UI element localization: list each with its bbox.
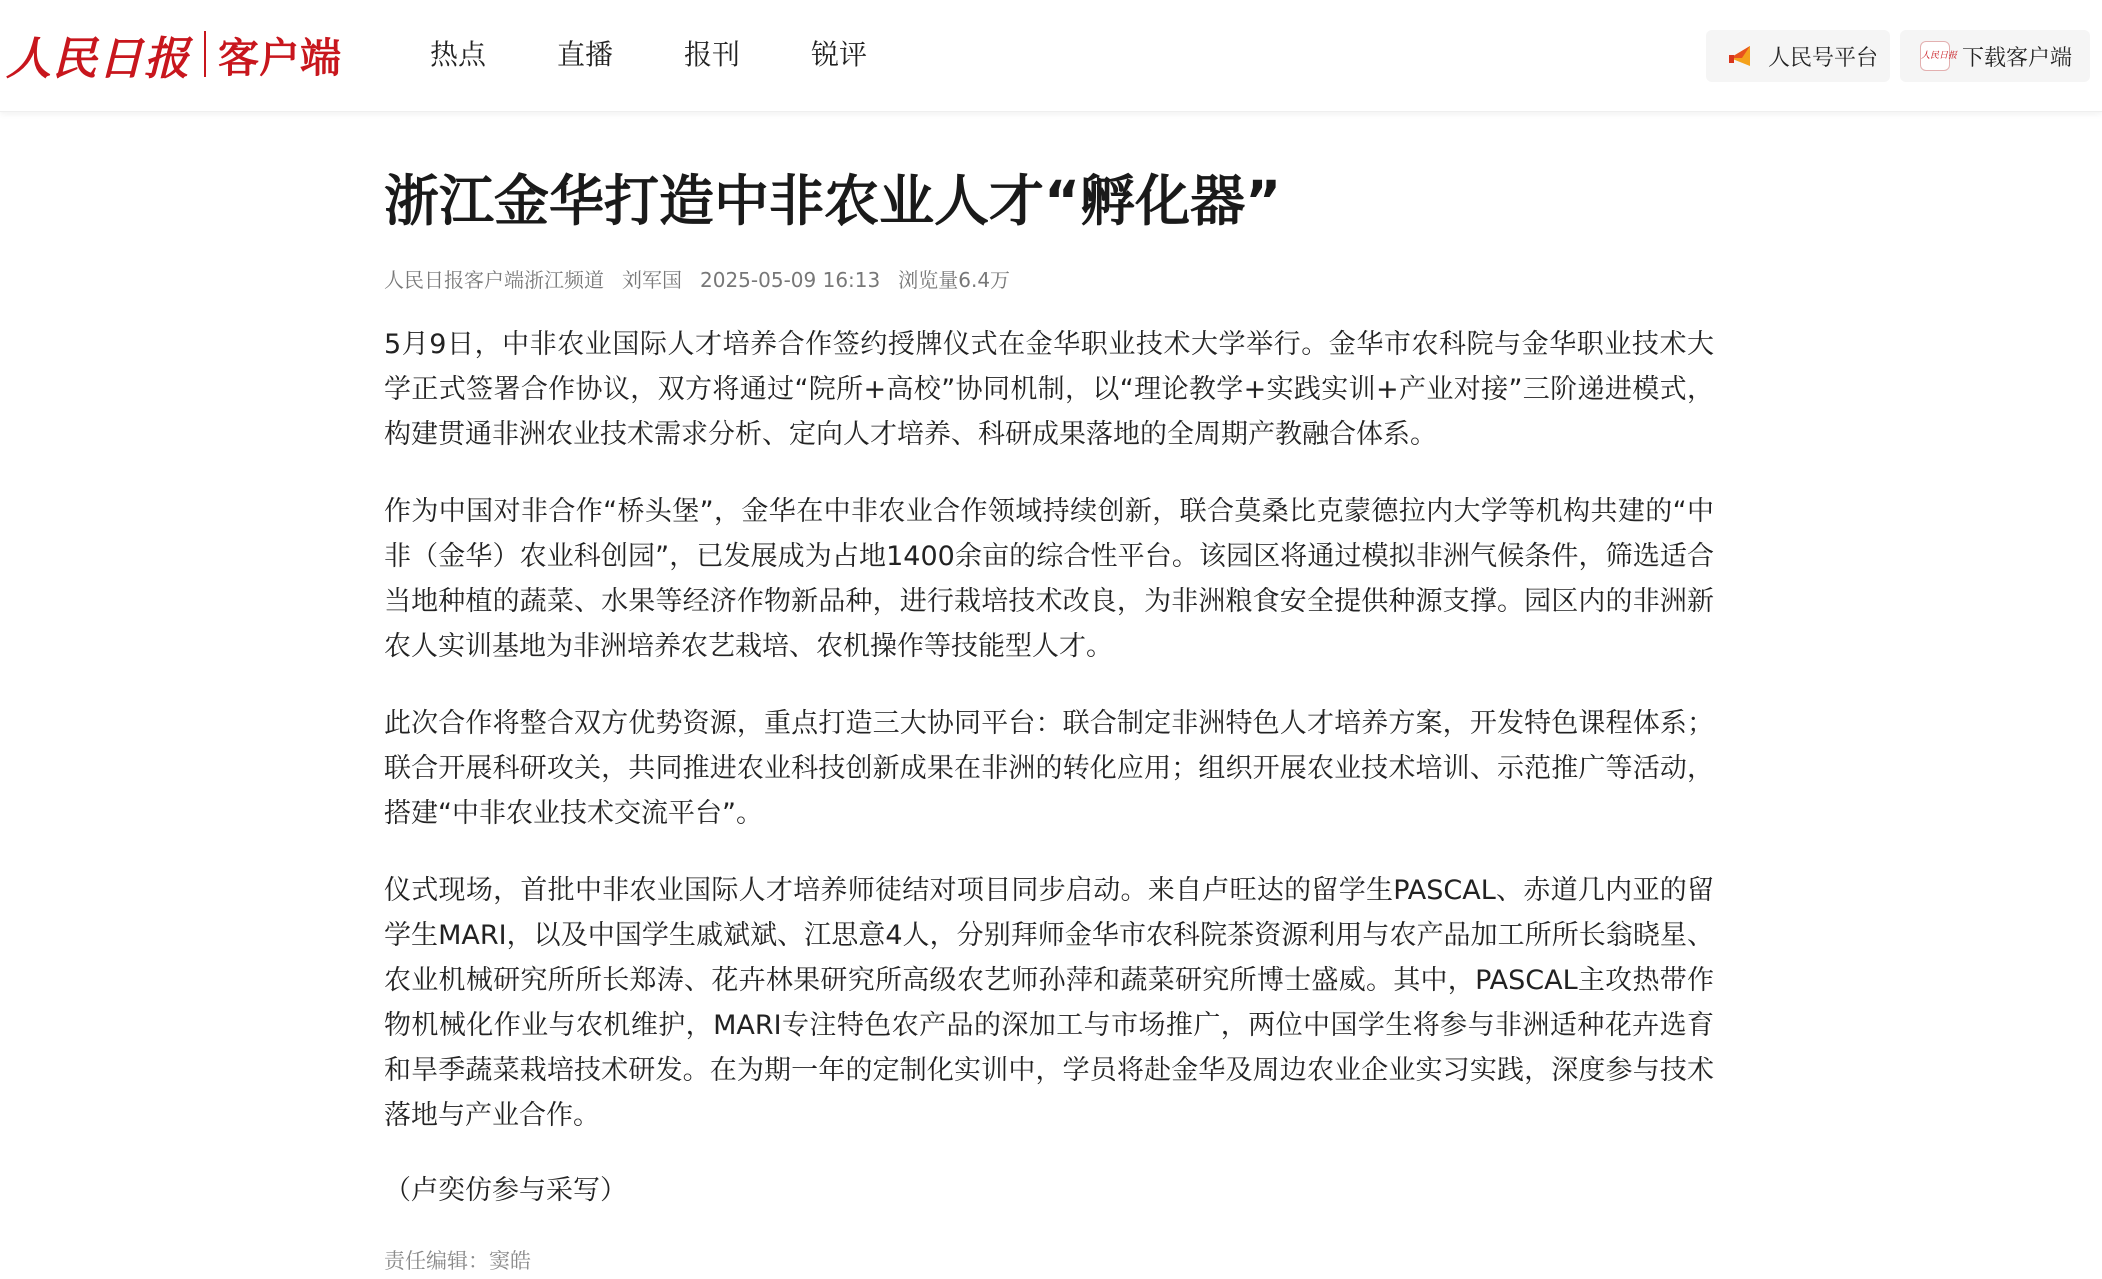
platform-button-label: 人民号平台 [1768,45,1879,71]
article-paragraph: 作为中国对非合作“桥头堡”，金华在中非农业合作领域持续创新，联合莫桑比克蒙德拉内大学等机构共建的“中非（金华）农业科创园”，已发展成为占地1400余亩的综合性平台。该园区将通过模拟非洲气候条件，筛选适合当地种植的蔬菜、水果等经济作物新品种，进行栽培技术改良，为非洲粮食安全提供种源支撑。园区内的非洲新农人实训基地为非洲培养农艺栽培、农机操作等技能型人才。 [384,496,1714,662]
logo-divider [204,31,206,77]
article-author: 刘军国 [622,268,682,292]
article-views: 浏览量6.4万 [898,268,1011,292]
download-app-button[interactable] [1900,30,2090,82]
article-source: 人民日报客户端浙江频道 [384,268,604,292]
peoples-account-platform-button[interactable] [1706,30,1890,82]
top-navigation-bar [0,0,2102,112]
article-paragraph: 仪式现场，首批中非农业国际人才培养师徒结对项目同步启动。来自卢旺达的留学生PASCAL、赤道几内亚的留学生MARI，以及中国学生戚斌斌、江思意4人，分别拜师金华市农科院茶资源利用与农产品加工所所长翁晓星、农业机械研究所所长郑涛、花卉林果研究所高级农艺师孙萍和蔬菜研究所博士盛威。其中，PASCAL主攻热带作物机械化作业与农机维护，MARI专注特色农产品的深加工与市场推广，两位中国学生将参与非洲适种花卉选育和旱季蔬菜栽培技术研发。在为期一年的定制化实训中，学员将赴金华及周边农业企业实习实践，深度参与技术落地与产业合作。 [384,875,1714,1131]
nav-item-live[interactable]: 直播 [557,38,614,71]
article-paragraph: 5月9日，中非农业国际人才培养合作签约授牌仪式在金华职业技术大学举行。金华市农科院与金华职业技术大学正式签署合作协议，双方将通过“院所+高校”协同机制，以“理论教学+实践实训+产业对接”三阶递进模式，构建贯通非洲农业技术需求分析、定向人才培养、科研成果落地的全周期产教融合体系。 [384,329,1714,450]
article-meta [384,262,1714,298]
main-nav [430,30,938,80]
nav-item-newspaper[interactable]: 报刊 [684,38,741,71]
app-logo-icon: 人民日报 [1920,41,1950,71]
article-datetime: 2025-05-09 16:13 [700,268,881,292]
site-logo[interactable] [6,26,342,85]
article-editor: 责任编辑：窦皓 [384,1249,531,1273]
logo-wordmark: 人民日报 [6,31,191,85]
article-title: 浙江金华打造中非农业人才“孵化器” [384,169,1282,233]
article-paragraph: 此次合作将整合双方优势资源，重点打造三大协同平台：联合制定非洲特色人才培养方案，开发特色课程体系；联合开展科研攻关，共同推进农业科技创新成果在非洲的转化应用；组织开展农业技术培训、示范推广等活动，搭建“中非农业技术交流平台”。 [384,708,1714,829]
megaphone-icon [1726,41,1756,71]
nav-item-commentary[interactable]: 锐评 [811,38,868,71]
nav-item-hot[interactable]: 热点 [430,38,487,71]
article [384,158,1714,1279]
logo-app-label: 客户端 [218,33,342,82]
download-button-label: 下载客户端 [1962,45,2073,71]
article-credit: （卢奕仿参与采写） [384,1175,627,1206]
